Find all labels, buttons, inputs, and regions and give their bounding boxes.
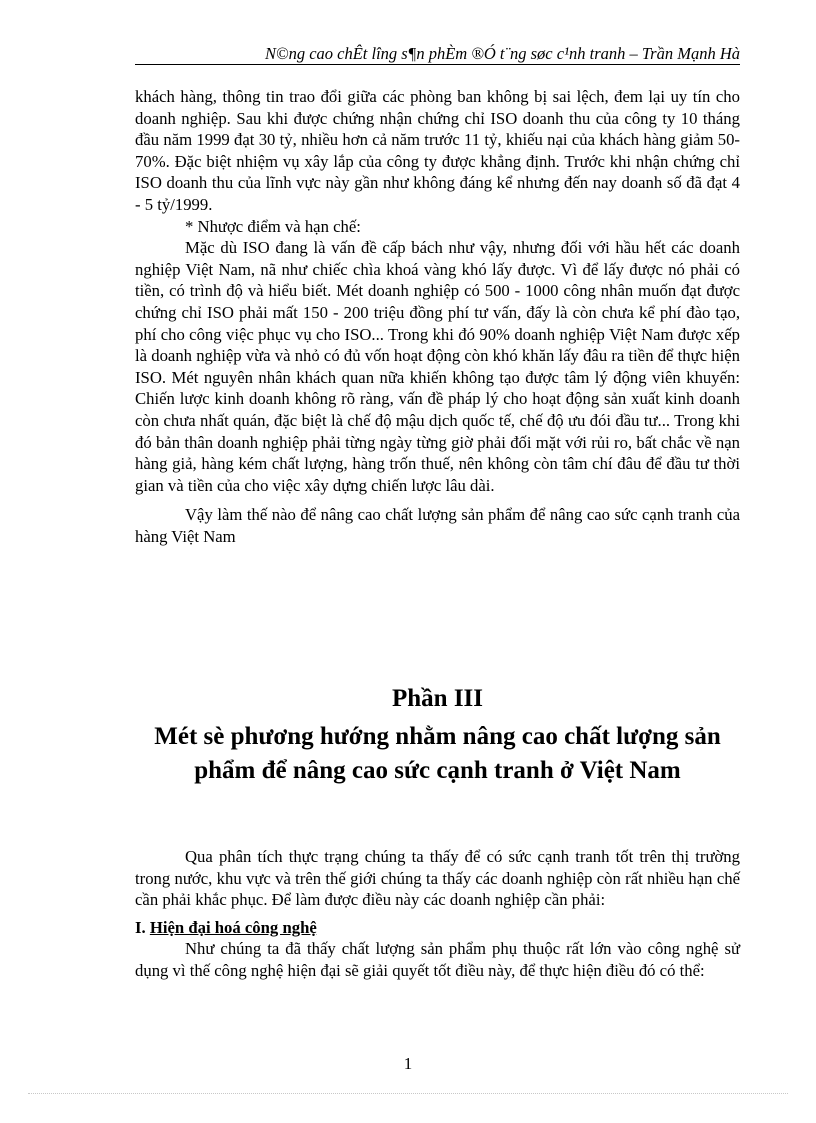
section-title: Hiện đại hoá công nghệ (149, 917, 317, 937)
part-heading-block (135, 684, 740, 788)
running-header: N©ng cao chÊt lîng s¶n phÈm ®Ó t¨ng søc c¹nh tranh – Trần Mạnh Hà (135, 44, 740, 65)
page-number: 1 (403, 1054, 413, 1073)
chapter-title: Mét sè phương hướng nhằm nâng cao chất lượng sản phẩm để nâng cao sức cạnh tranh ở Việt Nam (154, 723, 721, 784)
section-heading (135, 917, 740, 939)
paragraph-intro: Qua phân tích thực trạng chúng ta thấy để có sức cạnh tranh tốt trên thị trường trong nước, khu vực và trên thế giới chúng ta thấy các doanh nghiệp còn rất nhiều hạn chế cần phải khắc phục. Để làm được điều này các doanh nghiệp cần phải: (135, 847, 740, 910)
body-bottom (135, 846, 740, 982)
body-top (135, 86, 740, 547)
paragraph-section-body: Như chúng ta đã thấy chất lượng sản phẩm phụ thuộc rất lớn vào công nghệ sử dụng vì thế công nghệ hiện đại sẽ giải quyết tốt điều này, để thực hiện điều đó có thể: (135, 939, 740, 980)
paragraph-question: Vậy làm thế nào để nâng cao chất lượng sản phẩm để nâng cao sức cạnh tranh của hàng Việt Nam (135, 505, 740, 546)
paragraph-weakness-heading: * Nhược điểm và hạn chế: (185, 216, 361, 236)
section-number: I. (135, 917, 146, 937)
page-bottom-divider (28, 1093, 788, 1094)
paragraph-weakness-body: Mặc dù ISO đang là vấn đề cấp bách như vậy, nhưng đối với hầu hết các doanh nghiệp Việt Nam, nã như chiếc chìa khoá vàng khó lấy được. Vì để lấy được nó phải có tiền, có trình độ và hiểu biết. Mét doanh nghiệp có 500 - 1000 công nhân muốn đạt được chứng chỉ ISO phải mất 150 - 200 triệu đồng phí tư vấn, đấy là còn chưa kể phí đào tạo, phí cho công việc phục vụ cho ISO... Trong khi đó 90% doanh nghiệp Việt Nam được xếp là doanh nghiệp vừa và nhỏ có đủ vốn hoạt động còn khó khăn lấy đâu ra tiền để thực hiện ISO. Mét nguyên nhân khách quan nữa khiến không tạo được tâm lý động viên khuyến: Chiến lược kinh doanh không rõ ràng, vấn đề pháp lý cho hoạt động sản xuất kinh doanh còn chưa nhất quán, đặc biệt là chế độ mậu dịch quốc tế, chế độ ưu đói đầu tư... Trong khi đó bản thân doanh nghiệp phải từng ngày từng giờ phải đối mặt với rủi ro, bất chắc về nạn hàng giả, hàng kém chất lượng, hàng trốn thuế, nên không còn tâm chí đâu để đầu tư thời gian và tiền của cho việc xây dựng chiến lược lâu dài. (135, 238, 740, 495)
part-title: Phần III (391, 685, 483, 712)
paragraph-iso-results: khách hàng, thông tin trao đổi giữa các phòng ban không bị sai lệch, đem lại uy tín cho doanh nghiệp. Sau khi được chứng nhận chứng chỉ ISO doanh thu của công ty 10 tháng đầu năm 1999 đạt 30 tỷ, nhiều hơn cả năm trước 11 tỷ, khiếu nại của khách hàng giảm 50-70%. Đặc biệt nhiệm vụ xây lắp của công ty được khẳng định. Trước khi nhận chứng chỉ ISO doanh thu của lĩnh vực này gần như không đáng kể nhưng đến nay doanh số đã đạt 4 - 5 tỷ/1999. (135, 87, 740, 214)
